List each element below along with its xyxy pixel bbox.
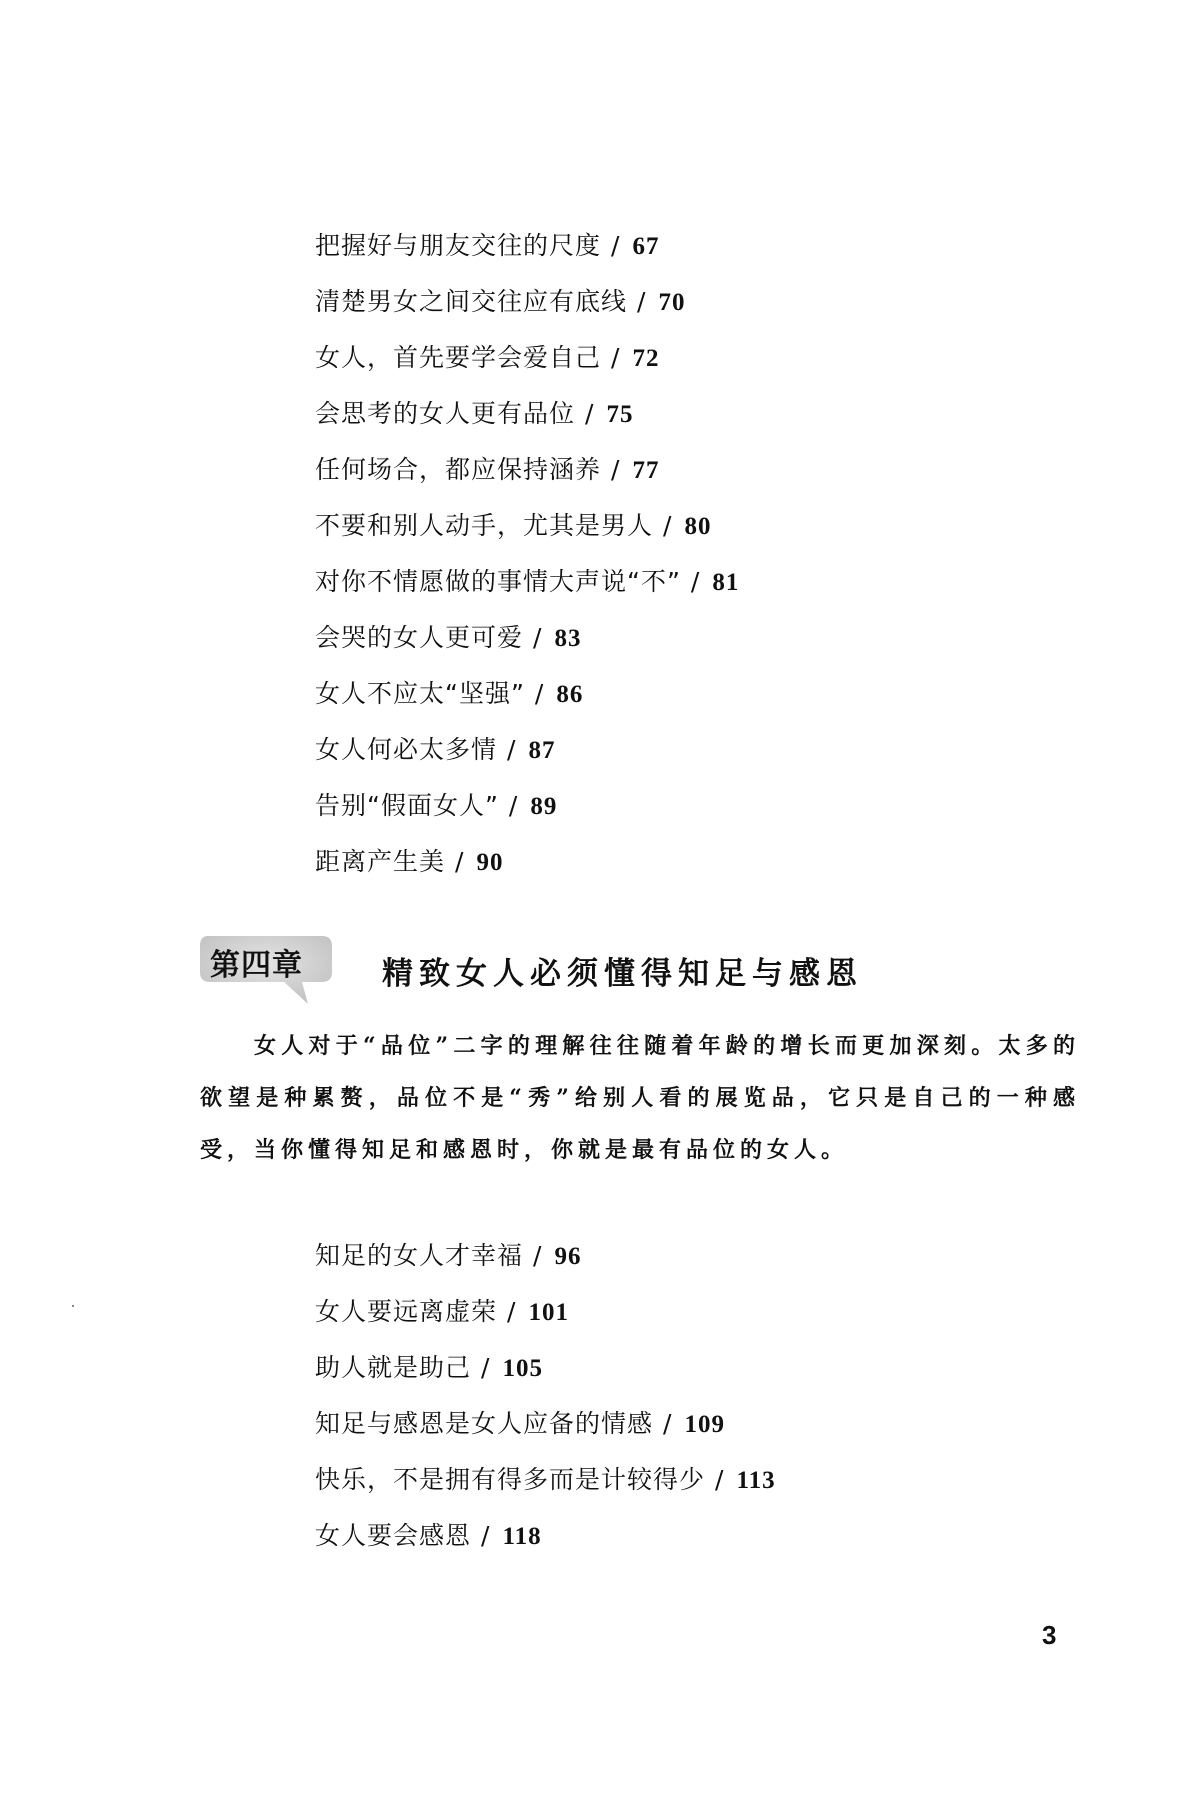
- toc-entry[interactable]: [315, 842, 739, 898]
- toc-separator: /: [611, 455, 621, 484]
- toc-page-number: 67: [632, 233, 660, 260]
- toc-separator: /: [507, 1297, 517, 1326]
- toc-entry-title: 告别“假面女人”: [315, 791, 499, 820]
- toc-page-number: 90: [476, 849, 504, 876]
- toc-entry-title: 距离产生美: [315, 847, 446, 876]
- toc-separator: /: [533, 623, 543, 652]
- toc-entry[interactable]: [315, 450, 739, 506]
- toc-entry[interactable]: [315, 1516, 776, 1572]
- toc-entry[interactable]: [315, 226, 739, 282]
- toc-separator: /: [534, 679, 545, 708]
- toc-separator: /: [481, 1521, 491, 1550]
- toc-page-number: 109: [684, 1411, 725, 1438]
- toc-page-number: 80: [684, 513, 712, 540]
- toc-entry[interactable]: [315, 618, 739, 674]
- toc-entry[interactable]: [315, 282, 739, 338]
- toc-separator: /: [690, 567, 701, 596]
- scan-speck: [72, 1305, 74, 1307]
- toc-entry[interactable]: [315, 1404, 776, 1460]
- toc-entry-title: 女人不应太“坚强”: [315, 679, 525, 708]
- toc-entry-title: 女人何必太多情: [315, 735, 498, 764]
- toc-entry-title: 女人要会感恩: [315, 1521, 472, 1550]
- toc-entry-title: 知足的女人才幸福: [315, 1241, 524, 1270]
- toc-entry-title: 女人，首先要学会爱自己: [315, 343, 602, 372]
- toc-page-number: 113: [736, 1467, 776, 1494]
- toc-page-number: 105: [502, 1355, 543, 1382]
- toc-separator: /: [663, 511, 673, 540]
- toc-separator: /: [611, 343, 621, 372]
- toc-entry[interactable]: [315, 674, 739, 730]
- toc-page-number: 87: [528, 737, 556, 764]
- toc-entry-title: 会哭的女人更可爱: [315, 623, 524, 652]
- toc-separator: /: [507, 735, 517, 764]
- toc-separator: /: [715, 1465, 725, 1494]
- toc-separator: /: [663, 1409, 673, 1438]
- toc-entry[interactable]: [315, 394, 739, 450]
- toc-entry-title: 对你不情愿做的事情大声说“不”: [315, 567, 681, 596]
- toc-entry[interactable]: [315, 730, 739, 786]
- toc-entry-title: 知足与感恩是女人应备的情感: [315, 1409, 654, 1438]
- toc-entry[interactable]: [315, 1460, 776, 1516]
- toc-separator: /: [481, 1353, 491, 1382]
- toc-separator: /: [611, 231, 621, 260]
- toc-entry[interactable]: [315, 1292, 776, 1348]
- toc-page-number: 83: [554, 625, 582, 652]
- toc-separator: /: [585, 399, 595, 428]
- toc-page-number: 101: [528, 1299, 569, 1326]
- chapter-title: 精致女人必须懂得知足与感恩: [382, 956, 863, 992]
- toc-entry-title: 把握好与朋友交往的尺度: [315, 231, 602, 260]
- toc-separator: /: [455, 847, 465, 876]
- toc-entry[interactable]: [315, 1348, 776, 1404]
- toc-entry-title: 女人要远离虚荣: [315, 1297, 498, 1326]
- toc-list-section-1: [315, 226, 739, 898]
- toc-list-section-2: [315, 1236, 776, 1572]
- toc-separator: /: [533, 1241, 543, 1270]
- toc-entry[interactable]: [315, 506, 739, 562]
- toc-page-number: 118: [502, 1523, 542, 1550]
- toc-page-number: 81: [712, 569, 740, 596]
- toc-entry[interactable]: [315, 1236, 776, 1292]
- toc-page-number: 86: [556, 681, 584, 708]
- chapter-intro-paragraph: 女人对于“品位”二字的理解往往随着年龄的增长而更加深刻。太多的欲望是种累赘，品位不是“秀”给别人看的展览品，它只是自己的一种感受，当你懂得知足和感恩时，你就是最有品位的女人。: [200, 1033, 1080, 1163]
- chapter-badge: [196, 932, 336, 1008]
- toc-separator: /: [508, 791, 519, 820]
- toc-page-number: 70: [658, 289, 686, 316]
- toc-entry-title: 会思考的女人更有品位: [315, 399, 576, 428]
- toc-separator: /: [637, 287, 647, 316]
- toc-entry-title: 快乐，不是拥有得多而是计较得少: [315, 1465, 706, 1494]
- toc-page-number: 96: [554, 1243, 582, 1270]
- toc-entry-title: 任何场合，都应保持涵养: [315, 455, 602, 484]
- toc-entry[interactable]: [315, 562, 739, 618]
- toc-entry-title: 不要和别人动手，尤其是男人: [315, 511, 654, 540]
- toc-page-number: 75: [606, 401, 634, 428]
- toc-page-number: 77: [632, 457, 660, 484]
- toc-entry-title: 助人就是助己: [315, 1353, 472, 1382]
- page-number: 3: [1042, 1620, 1057, 1650]
- toc-page-number: 72: [632, 345, 660, 372]
- toc-entry[interactable]: [315, 338, 739, 394]
- chapter-label: 第四章: [210, 948, 303, 983]
- toc-page-number: 89: [530, 793, 558, 820]
- toc-entry-title: 清楚男女之间交往应有底线: [315, 287, 628, 316]
- toc-entry[interactable]: [315, 786, 739, 842]
